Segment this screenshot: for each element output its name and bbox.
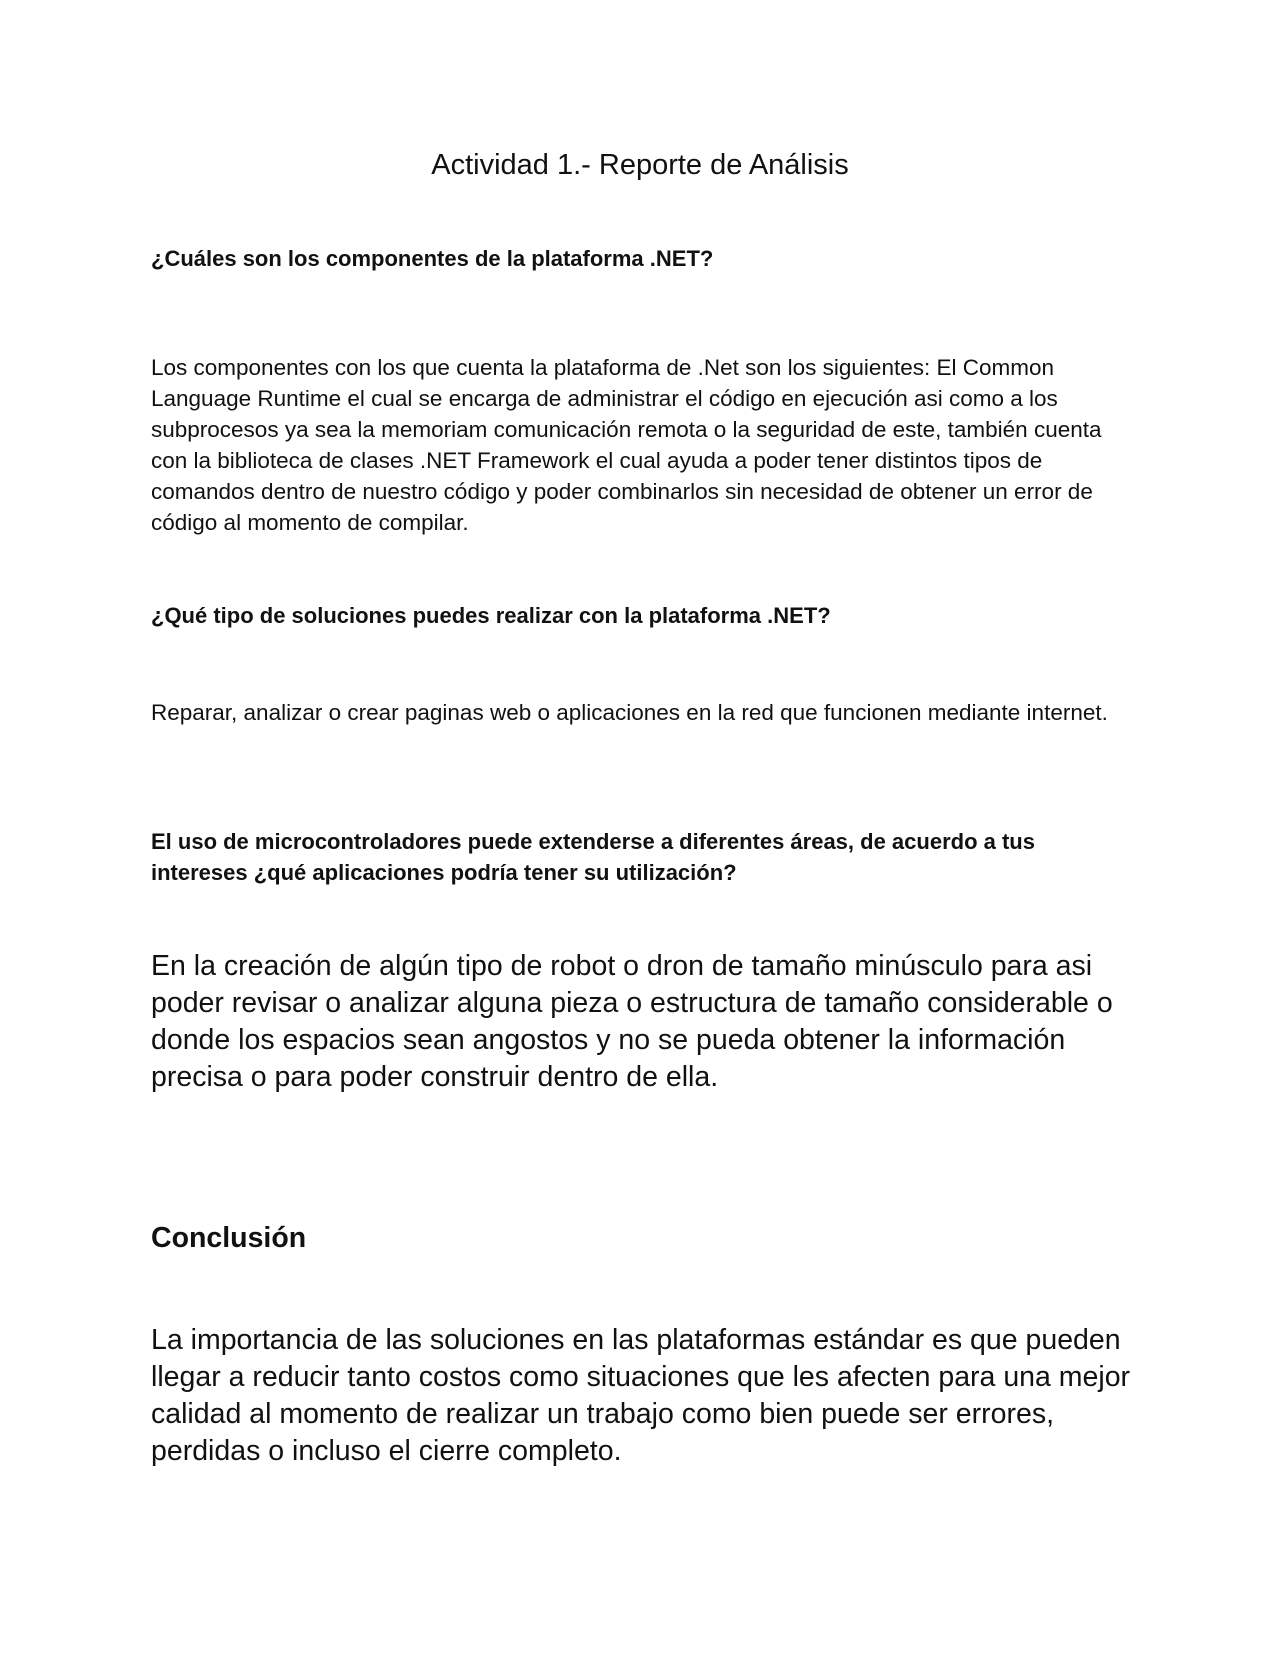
- conclusion-heading: Conclusión: [151, 1222, 307, 1254]
- question-1: ¿Cuáles son los componentes de la plataforma .NET?: [151, 246, 714, 271]
- document-title: Actividad 1.- Reporte de Análisis: [431, 149, 849, 181]
- answer-3: En la creación de algún tipo de robot o dron de tamaño minúsculo para asi poder revisar o analizar alguna pieza o estructura de tamaño considerable o donde los espacios sean angostos y no se pueda obtener la información precisa o para poder construir dentro de ella.: [151, 950, 1113, 1093]
- conclusion-text: La importancia de las soluciones en las plataformas estándar es que pueden llegar a reducir tanto costos como situaciones que les afecten para una mejor calidad al momento de realizar un trabajo como bien puede ser errores, perdidas o incluso el cierre completo.: [151, 1324, 1131, 1467]
- answer-1: Los componentes con los que cuenta la plataforma de .Net son los siguientes: El Common Language Runtime el cual se encarga de administrar el código en ejecución asi como a los subprocesos ya sea la memoriam comunicación remota o la seguridad de este, también cuenta con la biblioteca de clases .NET Framework el cual ayuda a poder tener distintos tipos de comandos dentro de nuestro código y poder combinarlos sin necesidad de obtener un error de código al momento de compilar.: [151, 355, 1102, 535]
- question-2: ¿Qué tipo de soluciones puedes realizar con la plataforma .NET?: [151, 603, 831, 628]
- answer-2: Reparar, analizar o crear paginas web o aplicaciones en la red que funcionen mediante internet.: [151, 700, 1108, 725]
- question-3: El uso de microcontroladores puede extenderse a diferentes áreas, de acuerdo a tus intereses ¿qué aplicaciones podría tener su utilización?: [151, 829, 1035, 885]
